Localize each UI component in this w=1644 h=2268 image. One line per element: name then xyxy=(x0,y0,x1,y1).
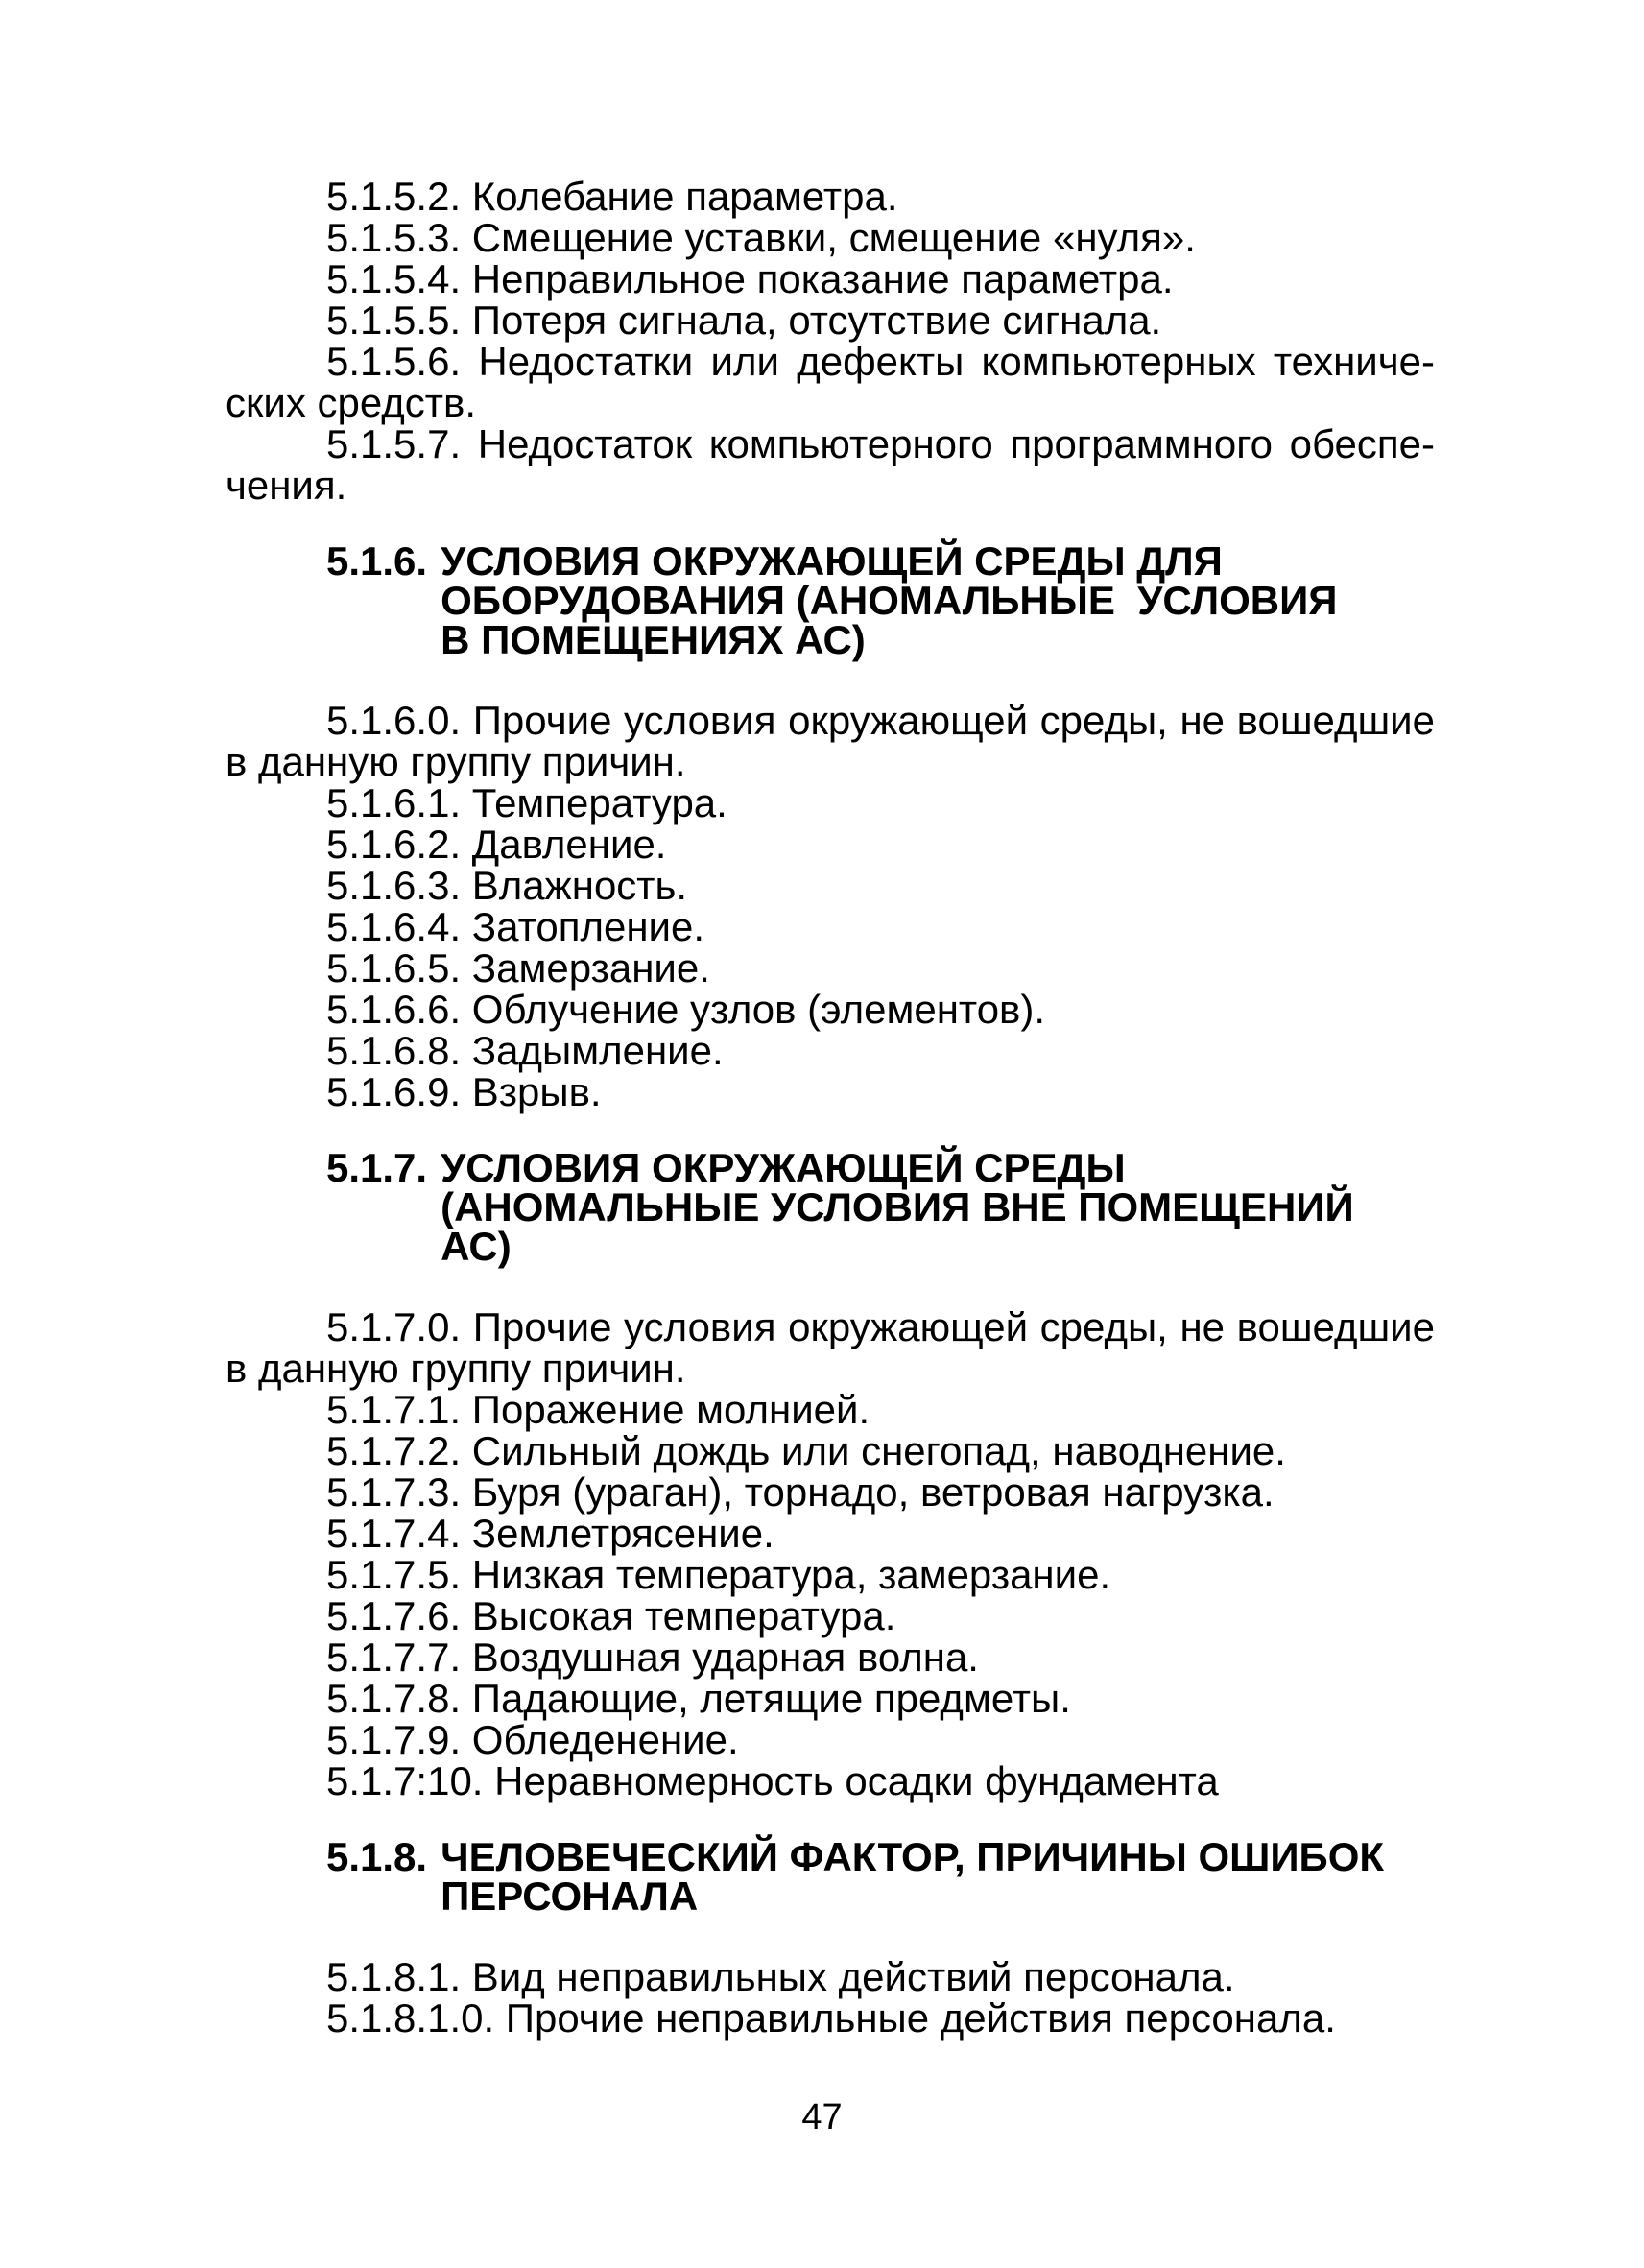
section-number: 5.1.7. xyxy=(326,1145,428,1190)
section-heading-line: В ПОМЕЩЕНИЯХ АС) xyxy=(441,617,866,662)
item-5-1-7-9: 5.1.7.9. Обледенение. xyxy=(326,1717,739,1762)
section-heading-line: ОБОРУДОВАНИЯ (АНОМАЛЬНЫЕ УСЛОВИЯ xyxy=(441,578,1338,623)
section-number: 5.1.8. xyxy=(326,1834,428,1879)
section-heading-line: УСЛОВИЯ ОКРУЖАЮЩЕЙ СРЕДЫ ДЛЯ xyxy=(441,538,1223,584)
item-5-1-6-3: 5.1.6.3. Влажность. xyxy=(326,863,688,908)
item-5-1-5-2: 5.1.5.2. Колебание параметра. xyxy=(326,174,898,219)
section-heading-line: (АНОМАЛЬНЫЕ УСЛОВИЯ ВНЕ ПОМЕЩЕНИЙ АС) xyxy=(441,1184,1354,1269)
item-5-1-6-0: 5.1.6.0. Прочие условия окружающей среды, не вошедшие в данную группу причин. xyxy=(226,698,1435,784)
section-number: 5.1.6. xyxy=(326,538,428,584)
item-5-1-5-5: 5.1.5.5. Потеря сигнала, отсутствие сигнала. xyxy=(326,298,1162,343)
item-5-1-6-2: 5.1.6.2. Давление. xyxy=(326,822,667,867)
item-5-1-7-0: 5.1.7.0. Прочие условия окружающей среды, не вошедшие в данную группу причин. xyxy=(226,1304,1435,1391)
item-5-1-6-8: 5.1.6.8. Задымление. xyxy=(326,1028,724,1073)
section-heading-line: ПЕРСОНАЛА xyxy=(441,1874,699,1919)
item-5-1-7-6: 5.1.7.6. Высокая температура. xyxy=(326,1593,896,1638)
item-5-1-7-2: 5.1.7.2. Сильный дождь или снегопад, наводнение. xyxy=(326,1428,1286,1473)
item-5-1-7-10: 5.1.7:10. Неравномерность осадки фундамента xyxy=(326,1758,1219,1803)
section-heading-line: ЧЕЛОВЕЧЕСКИЙ ФАКТОР, ПРИЧИНЫ ОШИБОК xyxy=(441,1834,1385,1879)
item-5-1-7-7: 5.1.7.7. Воздушная ударная волна. xyxy=(326,1635,979,1680)
section-heading-5-1-6 xyxy=(226,538,1435,662)
item-5-1-8-1-0: 5.1.8.1.0. Прочие неправильные действия персонала. xyxy=(326,1995,1336,2041)
page-body xyxy=(226,176,1435,2039)
item-5-1-5-4: 5.1.5.4. Неправильное показание параметра. xyxy=(326,256,1174,301)
item-5-1-7-1: 5.1.7.1. Поражение молнией. xyxy=(326,1387,870,1432)
item-5-1-7-5: 5.1.7.5. Низкая температура, замерзание. xyxy=(326,1552,1111,1597)
section-heading-5-1-8 xyxy=(226,1834,1435,1919)
item-5-1-7-8: 5.1.7.8. Падающие, летящие предметы. xyxy=(326,1676,1071,1721)
item-5-1-5-3: 5.1.5.3. Смещение уставки, смещение «нуля». xyxy=(326,215,1196,260)
item-5-1-6-5: 5.1.6.5. Замерзание. xyxy=(326,945,710,991)
item-5-1-5-7: 5.1.5.7. Недостаток компьютерного программного обеспе-чения. xyxy=(226,421,1435,508)
item-5-1-6-4: 5.1.6.4. Затопление. xyxy=(326,904,704,949)
item-5-1-6-6: 5.1.6.6. Облучение узлов (элементов). xyxy=(326,987,1046,1032)
section-heading-line: УСЛОВИЯ ОКРУЖАЮЩЕЙ СРЕДЫ xyxy=(441,1145,1126,1190)
item-5-1-6-1: 5.1.6.1. Температура. xyxy=(326,780,727,825)
item-5-1-8-1: 5.1.8.1. Вид неправильных действий персонала. xyxy=(326,1954,1235,1999)
page-number: 47 xyxy=(801,2097,843,2137)
item-5-1-5-6: 5.1.5.6. Недостатки или дефекты компьютерных техниче-ских средств. xyxy=(226,339,1435,425)
item-5-1-7-3: 5.1.7.3. Буря (ураган), торнадо, ветровая нагрузка. xyxy=(326,1469,1275,1515)
section-heading-5-1-7 xyxy=(226,1145,1435,1269)
item-5-1-6-9: 5.1.6.9. Взрыв. xyxy=(326,1069,602,1114)
item-5-1-7-4: 5.1.7.4. Землетрясение. xyxy=(326,1511,774,1556)
